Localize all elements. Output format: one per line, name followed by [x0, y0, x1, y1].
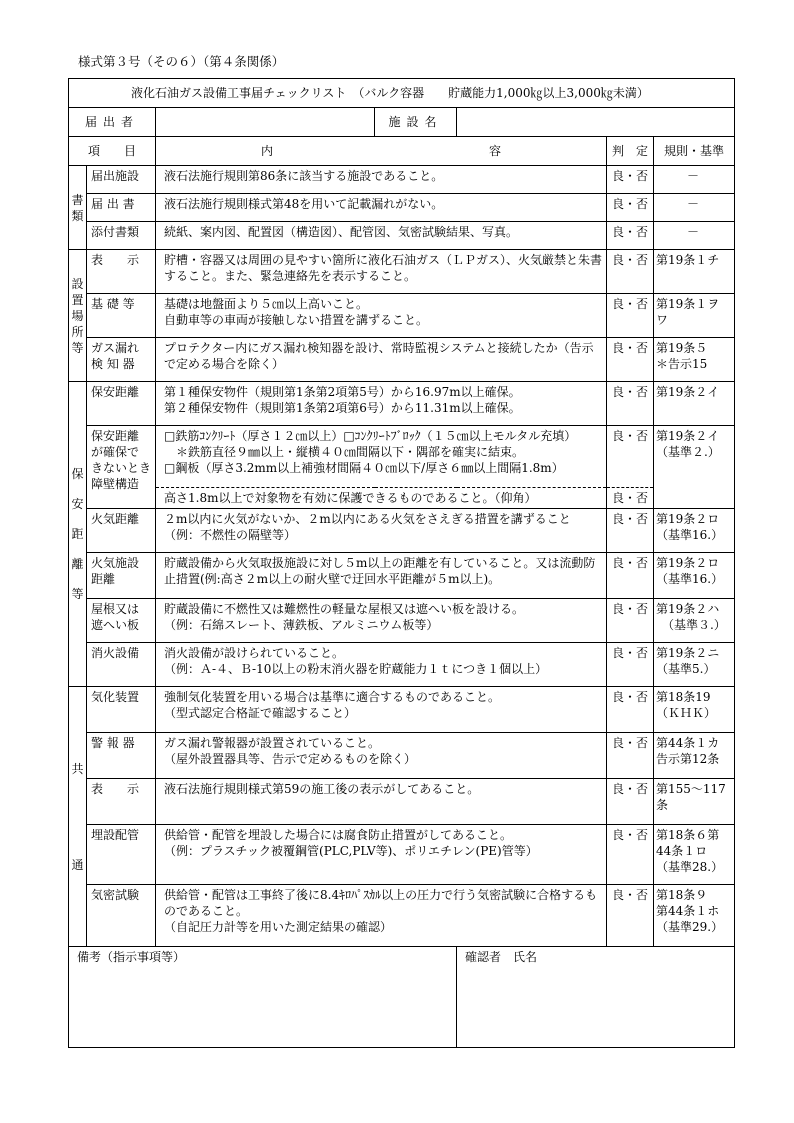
rule-reference: 第18条６第 44条１ロ （基準28.）	[654, 825, 735, 885]
judgment-select[interactable]: 良・否	[607, 553, 654, 599]
table-row	[69, 382, 735, 426]
table-row	[69, 250, 735, 294]
table-row	[69, 779, 735, 825]
group-safety-distance: 保 安 距 離 等	[69, 382, 87, 687]
item-content: プロテクター内にガス漏れ検知器を設け、常時監視システムと接続したか（告示で定める場合を除く）	[156, 338, 607, 382]
table-row	[69, 194, 735, 222]
group-documents: 書 類	[69, 166, 87, 250]
header-rule: 規則・基準	[654, 137, 735, 166]
table-row	[69, 222, 735, 250]
group-installation: 設 置 場 所 等	[69, 250, 87, 382]
judgment-select[interactable]: 良・否	[607, 733, 654, 779]
table-row	[69, 885, 735, 947]
rule-reference: 第19条２ロ （基準16.）	[654, 553, 735, 599]
judgment-select[interactable]: 良・否	[607, 338, 654, 382]
table-row	[69, 599, 735, 643]
judgment-select[interactable]: 良・否	[607, 509, 654, 553]
item-label: 気化装置	[87, 687, 156, 733]
table-row	[69, 687, 735, 733]
checklist-table	[68, 78, 735, 1048]
rule-reference: 第19条２ハ （基準３.）	[654, 599, 735, 643]
confirmer-field[interactable]	[457, 947, 735, 1048]
item-label: 警 報 器	[87, 733, 156, 779]
form-title: 液化石油ガス設備工事届チェックリスト （バルク容器 貯蔵能力1,000㎏以上3,000㎏未満）	[69, 79, 735, 108]
item-content: 貯蔵設備から火気取扱施設に対し５m以上の距離を有していること。又は流動防止措置(例:高さ２m以上の耐火壁で迂回水平距離が５m以上)。	[156, 553, 607, 599]
rule-reference: 第44条１カ 告示第12条	[654, 733, 735, 779]
rule-reference: 第19条５ ＊告示15	[654, 338, 735, 382]
remarks-label: 備考（指示事項等）	[77, 950, 186, 964]
judgment-select[interactable]: 良・否	[607, 194, 654, 222]
judgment-select[interactable]: 良・否	[607, 885, 654, 947]
applicant-field[interactable]	[156, 108, 375, 137]
item-label: 届 出 書	[87, 194, 156, 222]
rule-reference: 第18条19 （ＫＨＫ）	[654, 687, 735, 733]
rule-reference: 第19条１ヲ ワ	[654, 294, 735, 338]
rule-reference: 第155～117 条	[654, 779, 735, 825]
confirmer-label: 確認者 氏名	[465, 950, 538, 964]
judgment-select[interactable]: 良・否	[607, 250, 654, 294]
header-item: 項 目	[69, 137, 156, 166]
rule-reference: －	[654, 194, 735, 222]
item-content: 液石法施行規則様式第59の施工後の表示がしてあること。	[156, 779, 607, 825]
rule-reference: 第19条２イ	[654, 382, 735, 426]
item-content: □鉄筋ｺﾝｸﾘｰﾄ（厚さ１２㎝以上）□ｺﾝｸﾘｰﾄﾌﾞﾛｯｸ（１５㎝以上モルタル充填） ＊鉄筋直径９㎜以上・縦横４０㎝間隔以下・隅部を確実に結束。 □鋼板（厚さ3.2mm以上補強材間隔４０㎝以下/厚さ６㎜以上間隔1.8m）	[156, 426, 607, 488]
item-content-height: 高さ1.8m以上で対象物を有効に保護できるものであること。（仰角）	[156, 488, 607, 509]
rule-reference: 第18条９ 第44条１ホ （基準29.）	[654, 885, 735, 947]
table-row	[69, 338, 735, 382]
remarks-field[interactable]	[69, 947, 457, 1048]
table-row	[69, 488, 735, 509]
table-row	[69, 166, 735, 194]
header-judgment: 判 定	[607, 137, 654, 166]
applicant-label: 届出者	[69, 108, 156, 137]
item-label: 保安距離	[87, 382, 156, 426]
judgment-select[interactable]: 良・否	[607, 687, 654, 733]
item-label: 消火設備	[87, 643, 156, 687]
item-content: ガス漏れ警報器が設置されていること。 （屋外設置器具等、告示で定めるものを除く）	[156, 733, 607, 779]
item-content: 液石法施行規則第86条に該当する施設であること。	[156, 166, 607, 194]
item-label: 基 礎 等	[87, 294, 156, 338]
table-row	[69, 426, 735, 488]
judgment-select[interactable]: 良・否	[607, 599, 654, 643]
item-label: 火気距離	[87, 509, 156, 553]
item-label: 届出施設	[87, 166, 156, 194]
table-row	[69, 733, 735, 779]
facility-field[interactable]	[457, 108, 735, 137]
item-content: 供給管・配管を埋設した場合には腐食防止措置がしてあること。 （例：プラスチック被覆鋼管(PLC,PLV等)、ポリエチレン(PE)管等）	[156, 825, 607, 885]
item-content: 貯槽・容器又は周囲の見やすい箇所に液化石油ガス（ＬＰガス）、火気厳禁と朱書すること。また、緊急連絡先を表示すること。	[156, 250, 607, 294]
table-row	[69, 825, 735, 885]
item-label: 火気施設 距離	[87, 553, 156, 599]
item-label: 表 示	[87, 779, 156, 825]
rule-reference: －	[654, 222, 735, 250]
group-common: 共 通	[69, 687, 87, 947]
item-label: 屋根又は 遮へい板	[87, 599, 156, 643]
table-row	[69, 294, 735, 338]
footer-row	[69, 947, 735, 1048]
rule-reference: 第19条２イ （基準２.）	[654, 426, 735, 509]
table-row	[69, 643, 735, 687]
item-label: ガス漏れ 検 知 器	[87, 338, 156, 382]
item-content: ２m以内に火気がないか、２m以内にある火気をさえぎる措置を講ずること（例：不燃性の隔壁等）	[156, 509, 607, 553]
header-row	[69, 137, 735, 166]
rule-reference: 第19条２ロ （基準16.）	[654, 509, 735, 553]
applicant-row	[69, 108, 735, 137]
judgment-select[interactable]: 良・否	[607, 382, 654, 426]
table-row	[69, 553, 735, 599]
item-content: 基礎は地盤面より５㎝以上高いこと。 自動車等の車両が接触しない措置を講ずること。	[156, 294, 607, 338]
judgment-select[interactable]: 良・否	[607, 166, 654, 194]
title-row	[69, 79, 735, 108]
item-content: 供給管・配管は工事終了後に8.4ｷﾛﾊﾟｽｶﾙ以上の圧力で行う気密試験に合格するものであること。 （自記圧力計等を用いた測定結果の確認）	[156, 885, 607, 947]
item-content: 消火設備が設けられていること。 （例：Ａ-４、Ｂ-10以上の粉末消火器を貯蔵能力１ｔにつき１個以上）	[156, 643, 607, 687]
item-label: 気密試験	[87, 885, 156, 947]
rule-reference: 第19条１チ	[654, 250, 735, 294]
item-content: 貯蔵設備に不燃性又は難燃性の軽量な屋根又は遮へい板を設ける。 （例：石綿スレート、薄鉄板、アルミニウム板等）	[156, 599, 607, 643]
judgment-select[interactable]: 良・否	[607, 643, 654, 687]
item-label: 添付書類	[87, 222, 156, 250]
item-content: 液石法施行規則様式第48を用いて記載漏れがない。	[156, 194, 607, 222]
item-label: 保安距離 が確保で きないとき 障壁構造	[87, 426, 156, 509]
judgment-select[interactable]: 良・否	[607, 294, 654, 338]
judgment-select[interactable]: 良・否	[607, 825, 654, 885]
facility-label: 施設名	[375, 108, 457, 137]
judgment-select[interactable]: 良・否	[607, 426, 654, 488]
rule-reference: －	[654, 166, 735, 194]
judgment-select[interactable]: 良・否	[607, 222, 654, 250]
header-content: 内 容	[156, 137, 607, 166]
item-label: 埋設配管	[87, 825, 156, 885]
item-content: 強制気化装置を用いる場合は基準に適合するものであること。 （型式認定合格証で確認すること）	[156, 687, 607, 733]
table-row	[69, 509, 735, 553]
item-content: 第１種保安物件（規則第1条第2項第5号）から16.97m以上確保。 第２種保安物件（規則第1条第2項第6号）から11.31m以上確保。	[156, 382, 607, 426]
item-content: 続紙、案内図、配置図（構造図）、配管図、気密試験結果、写真。	[156, 222, 607, 250]
item-label: 表 示	[87, 250, 156, 294]
judgment-select[interactable]: 良・否	[607, 779, 654, 825]
form-caption: 様式第３号（その６）（第４条関係）	[78, 54, 285, 69]
rule-reference: 第19条２ニ （基準5.）	[654, 643, 735, 687]
judgment-select[interactable]: 良・否	[607, 488, 654, 509]
